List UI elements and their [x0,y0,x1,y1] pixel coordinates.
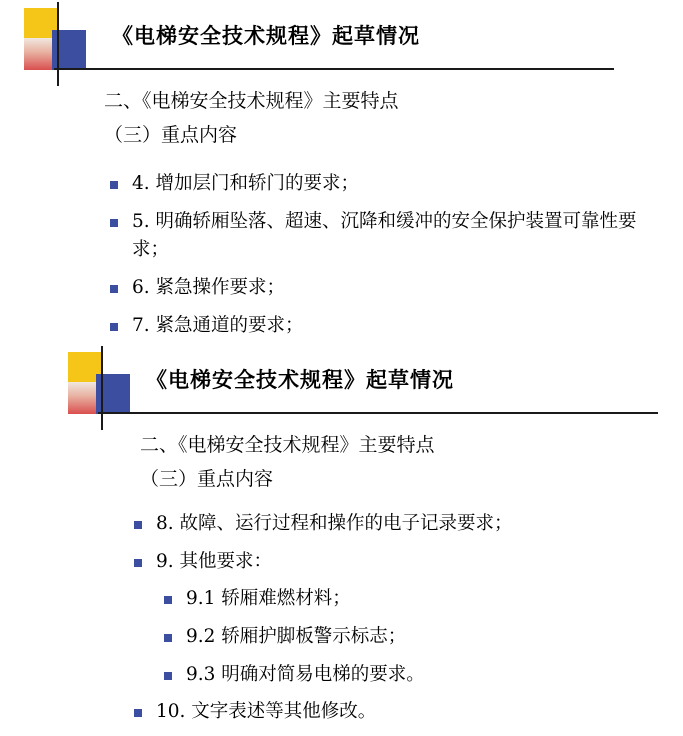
bullet-list [130,510,650,736]
list-item [130,548,650,577]
slide-subtitle-section: 二、《电梯安全技术规程》主要特点 [104,90,399,112]
list-item-label: 5. 明确轿厢坠落、超速、沉降和缓冲的安全保护装置可靠性要求； [132,210,637,261]
square-bullet-icon [164,596,172,604]
list-item-label: 8. 故障、运行过程和操作的电子记录要求； [156,513,513,534]
list-item-label: 6. 紧急操作要求； [132,277,286,299]
list-item-label: 9. 其他要求： [156,550,273,572]
square-bullet-icon [164,672,172,680]
bullet-list [106,170,654,349]
decorative-logo-mark [68,352,148,432]
list-item-label: 10. 文字表述等其他修改。 [156,701,377,723]
slide-2 [0,352,683,730]
logo-vertical-rule [57,2,59,86]
logo-horizontal-rule [54,68,614,70]
decorative-logo-mark [24,8,104,88]
list-item-label: 9.2 轿厢护脚板警示标志； [186,626,407,648]
logo-vertical-rule [101,346,103,430]
square-bullet-icon [110,181,118,189]
slide-title: 《电梯安全技术规程》起草情况 [146,367,454,392]
square-bullet-icon [134,521,142,529]
list-item [106,312,654,341]
square-bullet-icon [110,285,118,293]
slide-subtitle-subsection: （三）重点内容 [140,468,274,490]
list-item [130,661,650,690]
list-item [106,170,654,199]
slide-title: 《电梯安全技术规程》起草情况 [112,23,420,48]
list-item [130,623,650,652]
list-item-label: 9.1 轿厢难燃材料； [186,588,351,610]
list-item-label: 4. 增加层门和轿门的要求； [132,173,360,194]
list-item [106,208,654,265]
list-item [106,274,654,303]
slide-subtitle-subsection: （三）重点内容 [104,124,238,146]
slide-subtitle-section: 二、《电梯安全技术规程》主要特点 [140,434,435,456]
square-bullet-icon [110,219,118,227]
list-item-label: 7. 紧急通道的要求； [132,314,304,336]
square-bullet-icon [164,634,172,642]
slide-1 [0,0,683,352]
list-item-label: 9.3 明确对简易电梯的要求。 [186,663,425,685]
square-bullet-icon [110,323,118,331]
list-item [130,698,650,727]
list-item [130,510,650,539]
logo-horizontal-rule [98,412,658,414]
square-bullet-icon [134,559,142,567]
square-bullet-icon [134,709,142,717]
list-item [130,585,650,614]
